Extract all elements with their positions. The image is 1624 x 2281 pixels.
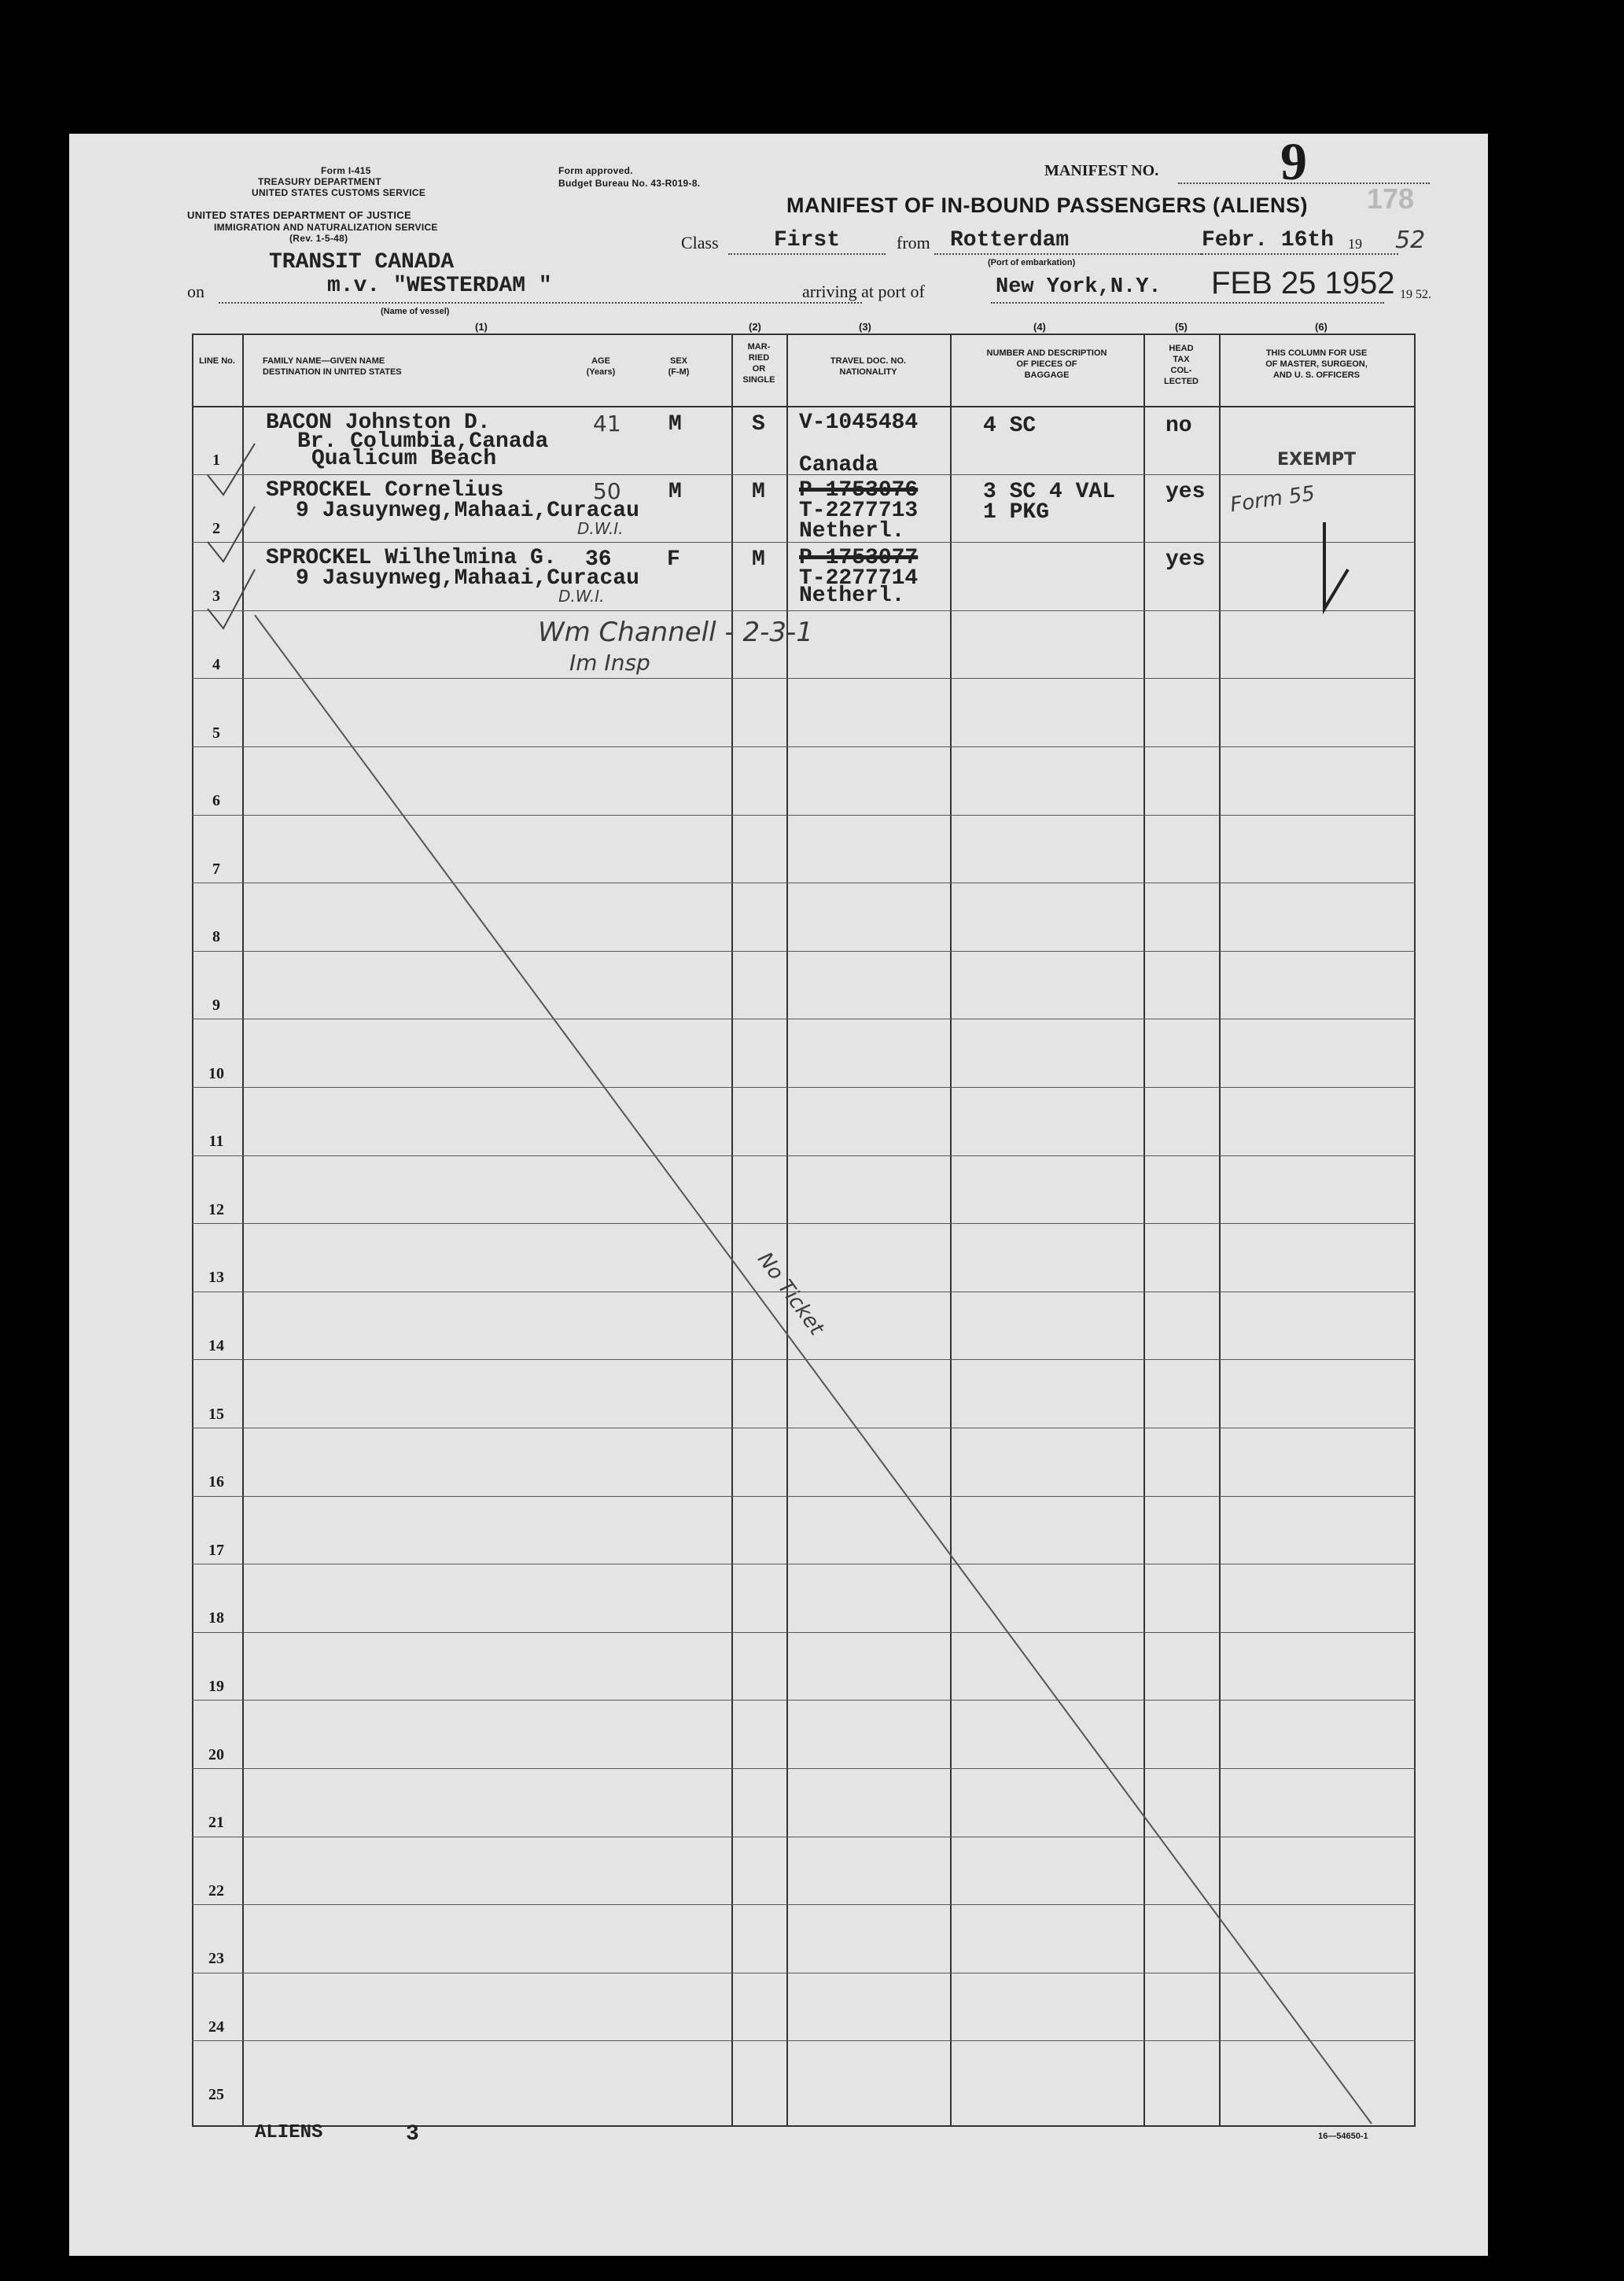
col-number: (2) <box>749 321 761 333</box>
passenger-destination: 9 Jasuynweg,Mahaai,Curacau <box>296 499 639 523</box>
form-id: Form I-415 <box>321 165 371 176</box>
line-number: 16 <box>208 1473 224 1491</box>
travel-doc-number: V-1045484 <box>799 411 919 435</box>
col-number: (3) <box>859 321 871 333</box>
line-number: 13 <box>208 1269 224 1286</box>
form-approved: Form approved. <box>558 165 633 176</box>
passenger-name: SPROCKEL Wilhelmina G. <box>266 546 557 570</box>
travel-doc-number: T-2277713 <box>799 499 919 523</box>
passenger-age: 41 <box>593 411 621 437</box>
passenger-destination: D.W.I. <box>558 587 605 606</box>
header-line-no: LINE No. <box>199 356 235 366</box>
no-ticket-note: No Ticket <box>753 1247 829 1340</box>
passenger-destination: Qualicum Beach <box>311 447 497 471</box>
dept-treasury: TREASURY DEPARTMENT <box>258 176 381 187</box>
officer-note: Form 55 <box>1228 481 1317 518</box>
line-number: 21 <box>208 1814 224 1831</box>
nationality: Canada <box>799 453 878 477</box>
date-value: Febr. 16th <box>1202 228 1335 252</box>
header-age: AGE (Years) <box>586 356 616 377</box>
baggage: 4 SC <box>983 414 1037 438</box>
year-value: 52 <box>1395 227 1426 254</box>
line-number: 23 <box>208 1950 224 1967</box>
line-number: 24 <box>208 2018 224 2036</box>
passenger-name: SPROCKEL Cornelius <box>266 478 504 503</box>
line-number: 11 <box>208 1133 224 1150</box>
passenger-sex: M <box>668 480 682 504</box>
line-number: 17 <box>208 1542 224 1559</box>
port-embark-caption: (Port of embarkation) <box>988 258 1076 267</box>
arrival-port: New York,N.Y. <box>996 275 1162 299</box>
travel-doc-number: T-2277714 <box>799 566 919 591</box>
inspector-signature: Wm Channell - 2-3-1 <box>538 617 813 648</box>
line-number: 12 <box>208 1201 224 1218</box>
dept-justice: UNITED STATES DEPARTMENT OF JUSTICE <box>187 209 411 221</box>
manifest-page <box>69 131 1488 2256</box>
vessel-name: m.v. "WESTERDAM " <box>327 274 552 298</box>
line-number: 15 <box>208 1406 224 1423</box>
header-sex: SEX (F-M) <box>668 356 690 377</box>
baggage: 1 PKG <box>983 500 1050 525</box>
head-tax: yes <box>1166 547 1206 572</box>
year-prefix: 19 <box>1348 236 1362 252</box>
line-number: 3 <box>212 588 220 605</box>
transit-note: TRANSIT CANADA <box>269 250 455 275</box>
header-married: MAR- RIED OR SINGLE <box>742 342 775 385</box>
cancellation-line <box>192 333 1416 2127</box>
aliens-count: 3 <box>406 2122 419 2146</box>
manifest-label: MANIFEST NO. <box>1044 162 1159 179</box>
passenger-married: S <box>752 412 765 437</box>
page-title: MANIFEST OF IN-BOUND PASSENGERS (ALIENS) <box>786 193 1309 217</box>
arriving-label: arriving at port of <box>802 282 925 301</box>
inspector-title: Im Insp <box>569 650 650 676</box>
line-number: 4 <box>212 656 220 673</box>
line-number: 22 <box>208 1882 224 1900</box>
customs-service: UNITED STATES CUSTOMS SERVICE <box>252 187 426 198</box>
passenger-sex: M <box>668 412 682 437</box>
passenger-age: 36 <box>585 547 612 572</box>
manifest-number: 9 <box>1280 131 1307 191</box>
passenger-married: M <box>752 547 765 572</box>
passenger-married: M <box>752 480 765 504</box>
class-value: First <box>774 228 841 252</box>
stamp-number: 178 <box>1367 182 1415 215</box>
line-number: 7 <box>212 860 220 878</box>
line-number: 8 <box>212 928 220 945</box>
year-suffix: 19 52. <box>1400 288 1431 301</box>
revision: (Rev. 1-5-48) <box>289 233 348 244</box>
line-number: 14 <box>208 1337 224 1354</box>
ins-service: IMMIGRATION AND NATURALIZATION SERVICE <box>214 222 438 233</box>
nationality: Netherl. <box>799 584 905 608</box>
passenger-sex: F <box>667 547 680 572</box>
line-number: 18 <box>208 1609 224 1627</box>
header-head-tax: HEAD TAX COL- LECTED <box>1164 344 1199 386</box>
vessel-caption: (Name of vessel) <box>381 307 450 316</box>
line-number: 9 <box>212 997 220 1014</box>
manifest-table <box>192 333 1416 2127</box>
budget-bureau: Budget Bureau No. 43-R019-8. <box>558 178 701 189</box>
col-number: (4) <box>1033 321 1046 333</box>
line-number: 6 <box>212 792 220 809</box>
header-travel-doc: TRAVEL DOC. NO. NATIONALITY <box>830 356 907 377</box>
line-number: 10 <box>208 1065 224 1082</box>
header-officers: THIS COLUMN FOR USE OF MASTER, SURGEON, AND U. S. OFFICERS <box>1265 348 1368 380</box>
line-number: 5 <box>212 724 220 742</box>
col-number: (1) <box>475 321 488 333</box>
on-label: on <box>187 282 204 301</box>
line-number: 20 <box>208 1746 224 1763</box>
officer-note: EXEMPT <box>1277 450 1357 470</box>
arrival-date-stamp: FEB 25 1952 <box>1211 266 1395 300</box>
from-label: from <box>897 233 930 252</box>
baggage: 3 SC 4 VAL <box>983 480 1116 504</box>
line-number: 1 <box>212 451 220 469</box>
passenger-age: 50 <box>593 478 621 504</box>
travel-doc-struck: P-1753076 <box>799 478 919 503</box>
head-tax: no <box>1166 414 1192 438</box>
header-name: FAMILY NAME—GIVEN NAME DESTINATION IN UNITED STATES <box>263 356 402 377</box>
head-tax: yes <box>1166 480 1206 504</box>
line-number: 25 <box>208 2086 224 2103</box>
col-number: (5) <box>1175 321 1188 333</box>
from-value: Rotterdam <box>950 228 1070 252</box>
print-code: 16—54650-1 <box>1318 2132 1368 2141</box>
line-number: 2 <box>212 520 220 537</box>
passenger-destination: Br. Columbia,Canada <box>297 429 549 454</box>
travel-doc-struck: P-1753077 <box>799 546 919 570</box>
col-number: (6) <box>1315 321 1328 333</box>
header-baggage: NUMBER AND DESCRIPTION OF PIECES OF BAGGAGE <box>986 348 1107 380</box>
line-number: 19 <box>208 1678 224 1695</box>
passenger-name: BACON Johnston D. <box>266 411 491 435</box>
class-label: Class <box>681 233 719 252</box>
passenger-destination: D.W.I. <box>577 519 624 538</box>
passenger-destination: 9 Jasuynweg,Mahaai,Curacau <box>296 566 639 591</box>
nationality: Netherl. <box>799 519 905 544</box>
aliens-label: ALIENS <box>255 2122 323 2143</box>
